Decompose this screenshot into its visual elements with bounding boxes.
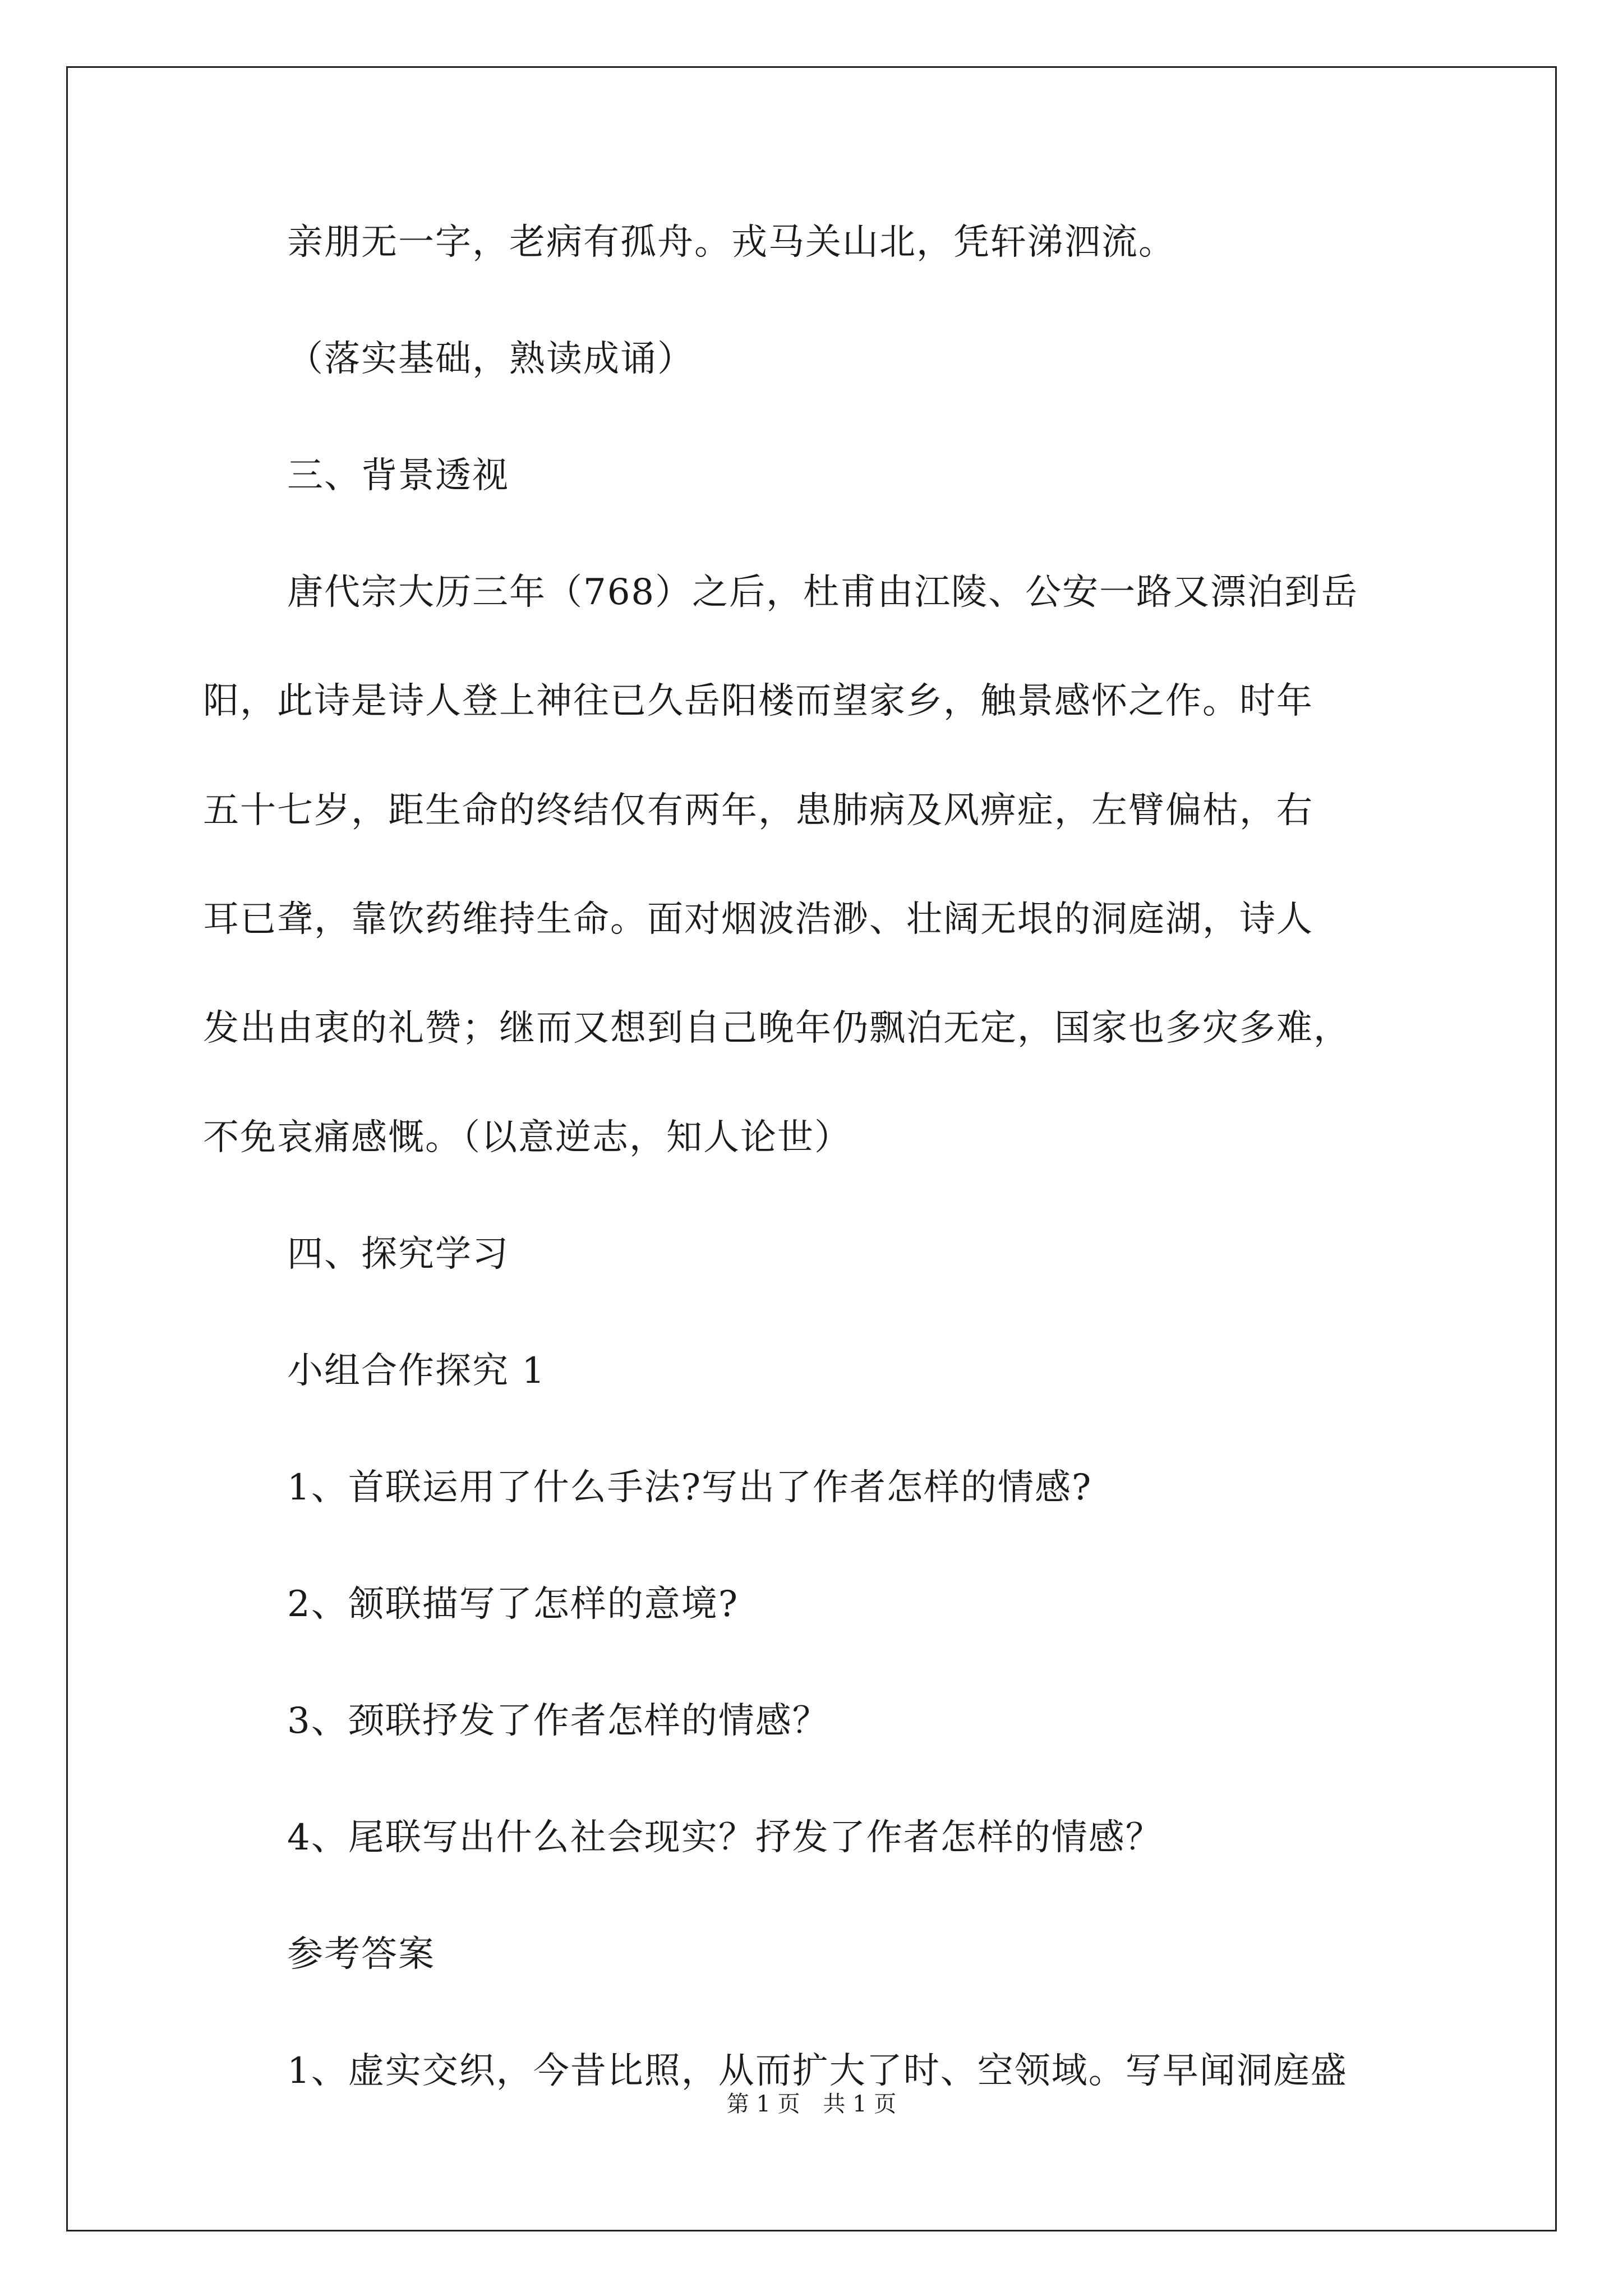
section-heading-background: 三、背景透视 xyxy=(287,455,509,496)
question-item: 2、颔联描写了怎样的意境? xyxy=(287,1584,739,1625)
paragraph-line: 唐代宗大历三年（768）之后，杜甫由江陵、公安一路又漂泊到岳 xyxy=(287,572,1359,613)
answer-item: 1、虚实交织，今昔比照，从而扩大了时、空领域。写早闻洞庭盛 xyxy=(287,2050,1348,2092)
section-heading-inquiry: 四、探究学习 xyxy=(287,1234,509,1275)
current-page-label: 第 1 页 xyxy=(726,2091,800,2117)
paragraph-line: 发出由衷的礼赞；继而又想到自己晚年仍飘泊无定，国家也多灾多难， xyxy=(203,1007,1350,1049)
subheading-group-study: 小组合作探究 1 xyxy=(287,1350,546,1392)
paragraph-line: 五十七岁，距生命的终结仅有两年，患肺病及风痹症，左臂偏枯，右 xyxy=(203,790,1313,831)
question-item: 3、颈联抒发了作者怎样的情感？ xyxy=(287,1700,829,1742)
note-line: （落实基础，熟读成诵） xyxy=(287,338,694,380)
total-pages-label: 共 1 页 xyxy=(823,2091,897,2117)
paragraph-line: 不免哀痛感慨。（以意逆志，知人论世） xyxy=(203,1117,851,1158)
question-item: 1、首联运用了什么手法?写出了作者怎样的情感? xyxy=(287,1467,1092,1508)
page-footer xyxy=(0,2090,1623,2118)
paragraph-line: 耳已聋，靠饮药维持生命。面对烟波浩渺、壮阔无垠的洞庭湖，诗人 xyxy=(203,899,1313,940)
answers-heading: 参考答案 xyxy=(287,1934,435,1975)
poem-line: 亲朋无一字，老病有孤舟。戎马关山北，凭轩涕泗流。 xyxy=(287,222,1175,263)
question-item: 4、尾联写出什么社会现实？抒发了作者怎样的情感？ xyxy=(287,1817,1163,1858)
paragraph-line: 阳，此诗是诗人登上神往已久岳阳楼而望家乡，触景感怀之作。时年 xyxy=(203,680,1313,722)
